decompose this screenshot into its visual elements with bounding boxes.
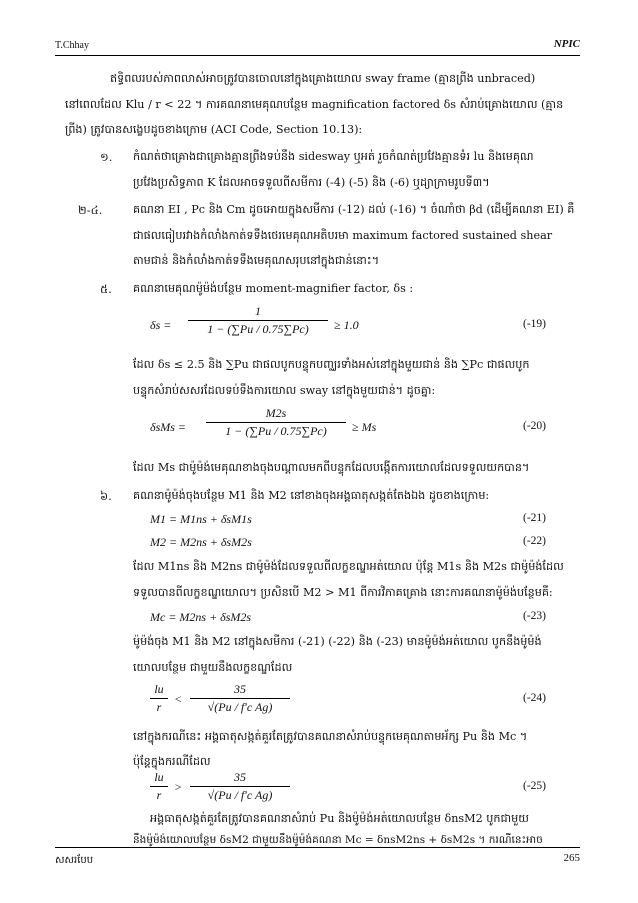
paragraph-line: នៅពេលដែល Klu / r < 22 ។ ការគណនាមេគុណបន្ថែម magnification factored δs សំរាប់គ្រោងយោល (គ្មាន: [65, 98, 564, 111]
item-number: ៦.: [100, 489, 112, 503]
fraction-denominator: r: [156, 788, 162, 802]
equation-lhs: δsMs =: [150, 420, 187, 434]
item-line: គណនាម៉ូម៉ង់ចុងបន្ថែម M1 និង M2 នៅខាងចុងអង្គធាតុសង្កត់តែងឯង ដូចខាងក្រោម:: [133, 489, 490, 502]
paragraph-line: ព្រីង) ត្រូវបានសង្ខេបដូចខាងក្រោម (ACI Code, Section 10.13):: [65, 123, 363, 136]
header-rule: [55, 55, 580, 56]
item-line: ប៉ុន្តែក្នុងករណីដែល: [133, 755, 211, 768]
item-line: កំណត់ថាគ្រោងជាគ្រោងគ្មានព្រីងទប់នឹង sidesway ឬអត់ រួចកំណត់ប្រវែងគ្មានទំរ lu និងមេគុណ: [133, 150, 534, 163]
item-line: ទទួលបានពីលក្ខខណ្ឌយោល។ ប្រសិនបើ M2 > M1 ពីការវិភាគគ្រោង នោះការគណនាម៉ូម៉ង់បន្ថែមគឺ:: [133, 586, 553, 599]
equation-number: (-22): [523, 535, 546, 547]
item-line: ដែល Ms ជាម៉ូម៉ង់មេគុណខាងចុងបណ្តាលមកពីបន្ទុកដែលបង្កើតការយោលដែលទទួលយកបាន។: [133, 461, 530, 474]
equation-number: (-19): [523, 318, 546, 330]
item-line: ដែល M1ns និង M2ns ជាម៉ូម៉ង់ដែលទទួលពីលក្ខខណ្ឌអត់យោល ប៉ុន្តែ M1s និង M2s ជាម៉ូម៉ង់ដែល: [133, 560, 564, 573]
equation-number: (-21): [523, 512, 546, 524]
item-line: យោលបន្ថែម ជាមួយនឹងលក្ខខណ្ឌដែល: [133, 661, 293, 674]
equation-lhs: δs =: [150, 318, 172, 332]
equation-rhs: ≥ 1.0: [334, 318, 359, 332]
equation-number: (-23): [523, 610, 546, 622]
item-line: អង្គធាតុសង្កត់គួរតែត្រូវបានគណនាសំរាប់ Pu និងម៉ូម៉ង់អត់យោលបន្ថែម δnsM2 បូកជាមួយ: [150, 812, 529, 825]
fraction-denominator: √(Pu / f′c Ag): [207, 700, 273, 714]
equation: M2 = M2ns + δsM2s: [150, 535, 252, 549]
item-line: នៅក្នុងករណីនេះ អង្គធាតុសង្កត់គួរតែត្រូវបានគណនាសំរាប់បន្ទុកមេគុណតាមអ័ក្ស Pu និង Mc ។: [133, 730, 528, 743]
fraction-denominator: 1 − (∑Pu / 0.75∑Pc): [225, 424, 327, 438]
equation-fraction: [150, 770, 168, 803]
fraction-denominator: 1 − (∑Pu / 0.75∑Pc): [207, 322, 309, 336]
item-line: តាមជាន់ និងកំលាំងកាត់ទទឹងមេគុណសរុបនៅក្នុងជាន់នោះ។: [133, 254, 380, 267]
equation-fraction: [190, 770, 290, 803]
equation-number: (-20): [523, 420, 546, 432]
fraction-numerator: 1: [188, 304, 328, 321]
fraction-denominator: r: [156, 700, 162, 714]
item-line: ម៉ូម៉ង់ចុង M1 និង M2 នៅក្នុងសមីការ (-21) (-22) និង (-23) មានម៉ូម៉ង់អត់យោល បូកនឹងម៉ូម៉ង់: [133, 635, 542, 648]
equation-operator: <: [174, 692, 183, 706]
equation-fraction: [150, 682, 168, 715]
item-line: បន្ទុកសំរាប់សសរដែលទប់ទឹងការយោល sway នៅក្នុងមួយជាន់។ ដូចគ្នា:: [133, 384, 436, 397]
header-author: T.Chhay: [55, 40, 89, 51]
item-line: នឹងម៉ូម៉ង់យោលបន្ថែម δsM2 ជាមួយនឹងម៉ូម៉ង់គណនា Mc = δnsM2ns + δsM2s ។ ករណីនេះអាច: [133, 834, 543, 846]
fraction-numerator: lu: [150, 682, 168, 699]
item-line: ជាផលធៀបរវាងកំលាំងកាត់ទទឹងថេរមេគុណអតិបរមា maximum factored sustained shear: [133, 229, 553, 242]
equation: Mc = M2ns + δsM2s: [150, 610, 252, 624]
equation-number: (-25): [523, 780, 546, 792]
header-org: NPIC: [553, 38, 580, 50]
equation-number: (-24): [523, 692, 546, 704]
equation-rhs: ≥ Ms: [352, 420, 377, 434]
equation-operator: >: [174, 780, 183, 794]
footer-rule: [55, 847, 580, 848]
item-line: គណនាមេគុណម៉ូម៉ង់បន្ថែម moment-magnifier factor, δs :: [133, 282, 414, 295]
equation-fraction: [206, 406, 346, 439]
fraction-numerator: 35: [190, 770, 290, 787]
fraction-numerator: 35: [190, 682, 290, 699]
equation-fraction: [190, 682, 290, 715]
item-number: ១.: [100, 150, 113, 164]
equation: M1 = M1ns + δsM1s: [150, 512, 252, 526]
item-number: ២-៤.: [78, 203, 103, 217]
fraction-numerator: lu: [150, 770, 168, 787]
footer-chapter: សសរបែប: [55, 855, 94, 866]
paragraph-line: ឥទ្ធិពលរបស់ភាពលាស់អាចត្រូវបានចោលនៅក្នុងគ្រោងយោល sway frame (គ្មានព្រីង unbraced): [110, 72, 536, 85]
fraction-numerator: M2s: [206, 406, 346, 423]
item-line: គណនា EI , Pc និង Cm ដូចអោយក្នុងសមីការ (-12) ដល់ (-16) ។ ចំណាំថា βd (ដើម្បីគណនា EI) គឺ: [133, 203, 575, 216]
item-number: ៥.: [100, 282, 112, 296]
item-line: ប្រវែងប្រសិទ្ធភាព K ដែលអាចទទួលពីសមីការ (-4) (-5) និង (-6) ឬដ្យាក្រាមរូបទី៣។: [133, 176, 490, 189]
fraction-denominator: √(Pu / f′c Ag): [207, 788, 273, 802]
page-number: 265: [563, 852, 580, 864]
item-line: ដែល δs ≤ 2.5 និង ∑Pu ជាផលបូកបន្ទុកបញ្ឈរទាំងអស់នៅក្នុងមួយជាន់ និង ∑Pc ជាផលបូក: [133, 358, 530, 371]
equation-fraction: [188, 304, 328, 337]
